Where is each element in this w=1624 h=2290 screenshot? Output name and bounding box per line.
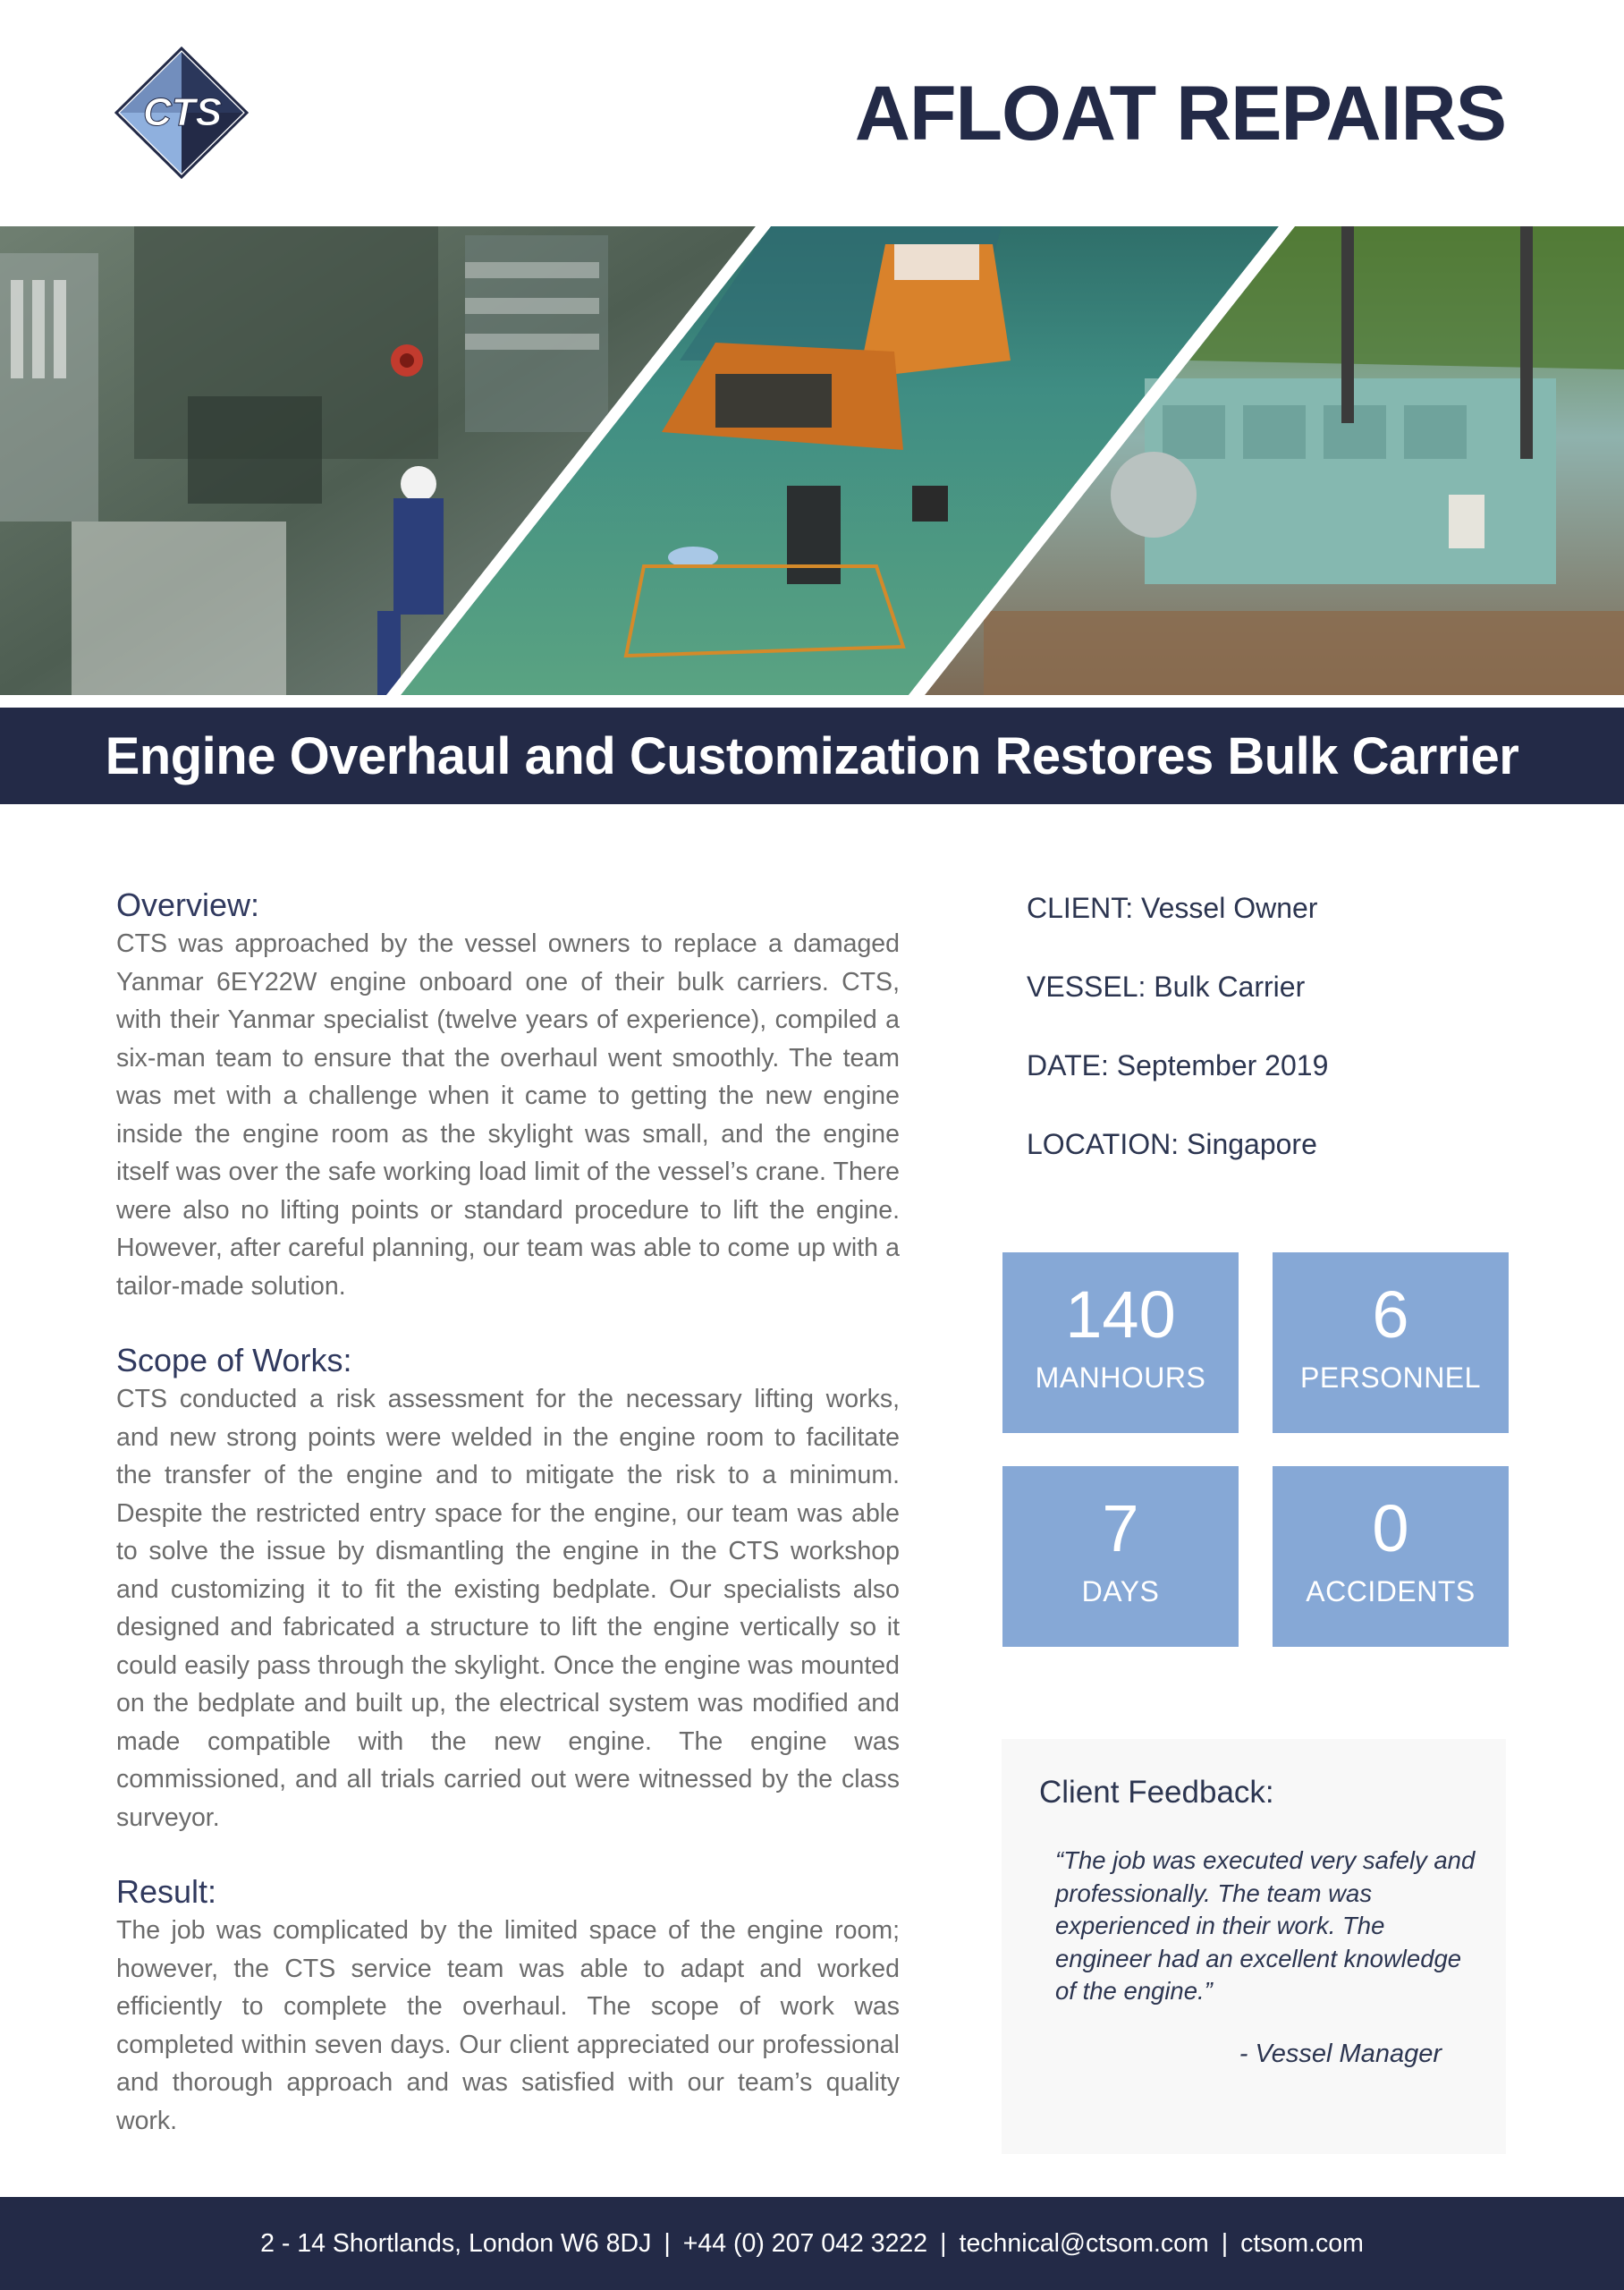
project-info (1027, 888, 1492, 1203)
result-text: The job was complicated by the limited space of the engine room; however, the CTS service team was able to adapt and worked efficiently to complete the overhaul. The scope of work was completed within seven days. Our client appreciated our professional and thorough approach and was satisfied with our team’s quality work. (116, 1916, 900, 2135)
overview-heading: Overview: (116, 886, 260, 923)
footer-separator: | (664, 2228, 671, 2258)
date-value: September 2019 (1116, 1049, 1329, 1081)
overview-text: CTS was approached by the vessel owners to replace a damaged Yanmar 6EY22W engine onboard one of their bulk carriers. CTS, with their Yanmar specialist (twelve years of experience), compiled a six-man team to ensure that the overhaul went smoothly. The team was met with a challenge when it came to getting the new engine inside the engine room as the skylight was small, and the engine itself was over the safe working load limit of the vessel’s crane. There were also no lifting points or standard procedure to lift the engine. However, after careful planning, our team was able to come up with a tailor-made solution. (116, 929, 900, 1301)
footer-contact-bar (0, 2197, 1624, 2290)
cts-logo (114, 47, 249, 179)
logo-text: CTS (143, 90, 222, 134)
page-title: AFLOAT REPAIRS (854, 71, 1506, 157)
vessel-value: Bulk Carrier (1154, 971, 1306, 1003)
stat-label: DAYS (1081, 1575, 1160, 1607)
stat-number: 0 (1372, 1491, 1409, 1565)
footer-website[interactable]: ctsom.com (1240, 2228, 1364, 2258)
stat-tile-manhours (1002, 1252, 1239, 1433)
footer-phone[interactable]: +44 (0) 207 042 3222 (682, 2228, 928, 2258)
feedback-heading: Client Feedback: (1039, 1775, 1274, 1810)
date-row (1027, 1046, 1492, 1085)
stat-label: MANHOURS (1035, 1361, 1206, 1394)
stat-number: 140 (1065, 1277, 1176, 1352)
footer-email[interactable]: technical@ctsom.com (959, 2228, 1209, 2258)
location-value: Singapore (1186, 1128, 1317, 1160)
stat-number: 6 (1372, 1277, 1409, 1352)
stat-tile-personnel (1273, 1252, 1509, 1433)
result-heading: Result: (116, 1873, 217, 1910)
hero-photo-collage (0, 226, 1624, 695)
vessel-row (1027, 967, 1492, 1006)
stat-number: 7 (1102, 1491, 1139, 1565)
footer-separator: | (940, 2228, 947, 2258)
scope-heading: Scope of Works: (116, 1342, 352, 1378)
scope-text: CTS conducted a risk assessment for the necessary lifting works, and new strong points were welded in the engine room to facilitate the transfer of the engine and to mitigate the risk to a minimum. Despite the restricted entry space for the engine, our team was able to solve the issue by dismantling the engine in the CTS workshop and customizing it to fit the existing bedplate. Our specialists also designed and fabricated a structure to lift the engine vertically so it could easily pass through the skylight. Once the engine was mounted on the bedplate and built up, the electrical system was modified and made compatible with the new engine. The engine was commissioned, and all trials carried out were witnessed by the class surveyor. (116, 1385, 900, 1832)
footer-separator: | (1221, 2228, 1229, 2258)
case-study-body (116, 886, 900, 2140)
date-label: DATE: (1027, 1049, 1109, 1081)
headline: Engine Overhaul and Customization Restores Bulk Carrier (105, 726, 1519, 785)
client-row (1027, 888, 1492, 928)
client-label: CLIENT: (1027, 892, 1134, 924)
feedback-quote: “The job was executed very safely and professionally. The team was experienced in their work. The engineer had an excellent knowledge of the engine.” (1055, 1846, 1476, 2005)
footer-address: 2 - 14 Shortlands, London W6 8DJ (260, 2228, 652, 2258)
vessel-label: VESSEL: (1027, 971, 1146, 1003)
stat-label: ACCIDENTS (1306, 1575, 1476, 1607)
stat-tile-days (1002, 1466, 1239, 1647)
stat-tile-accidents (1273, 1466, 1509, 1647)
location-label: LOCATION: (1027, 1128, 1180, 1160)
client-value: Vessel Owner (1141, 892, 1318, 924)
client-feedback-box (1002, 1739, 1506, 2154)
feedback-attribution: - Vessel Manager (1239, 2040, 1442, 2068)
headline-banner (0, 708, 1624, 804)
location-row (1027, 1124, 1492, 1164)
stat-label: PERSONNEL (1300, 1361, 1481, 1394)
